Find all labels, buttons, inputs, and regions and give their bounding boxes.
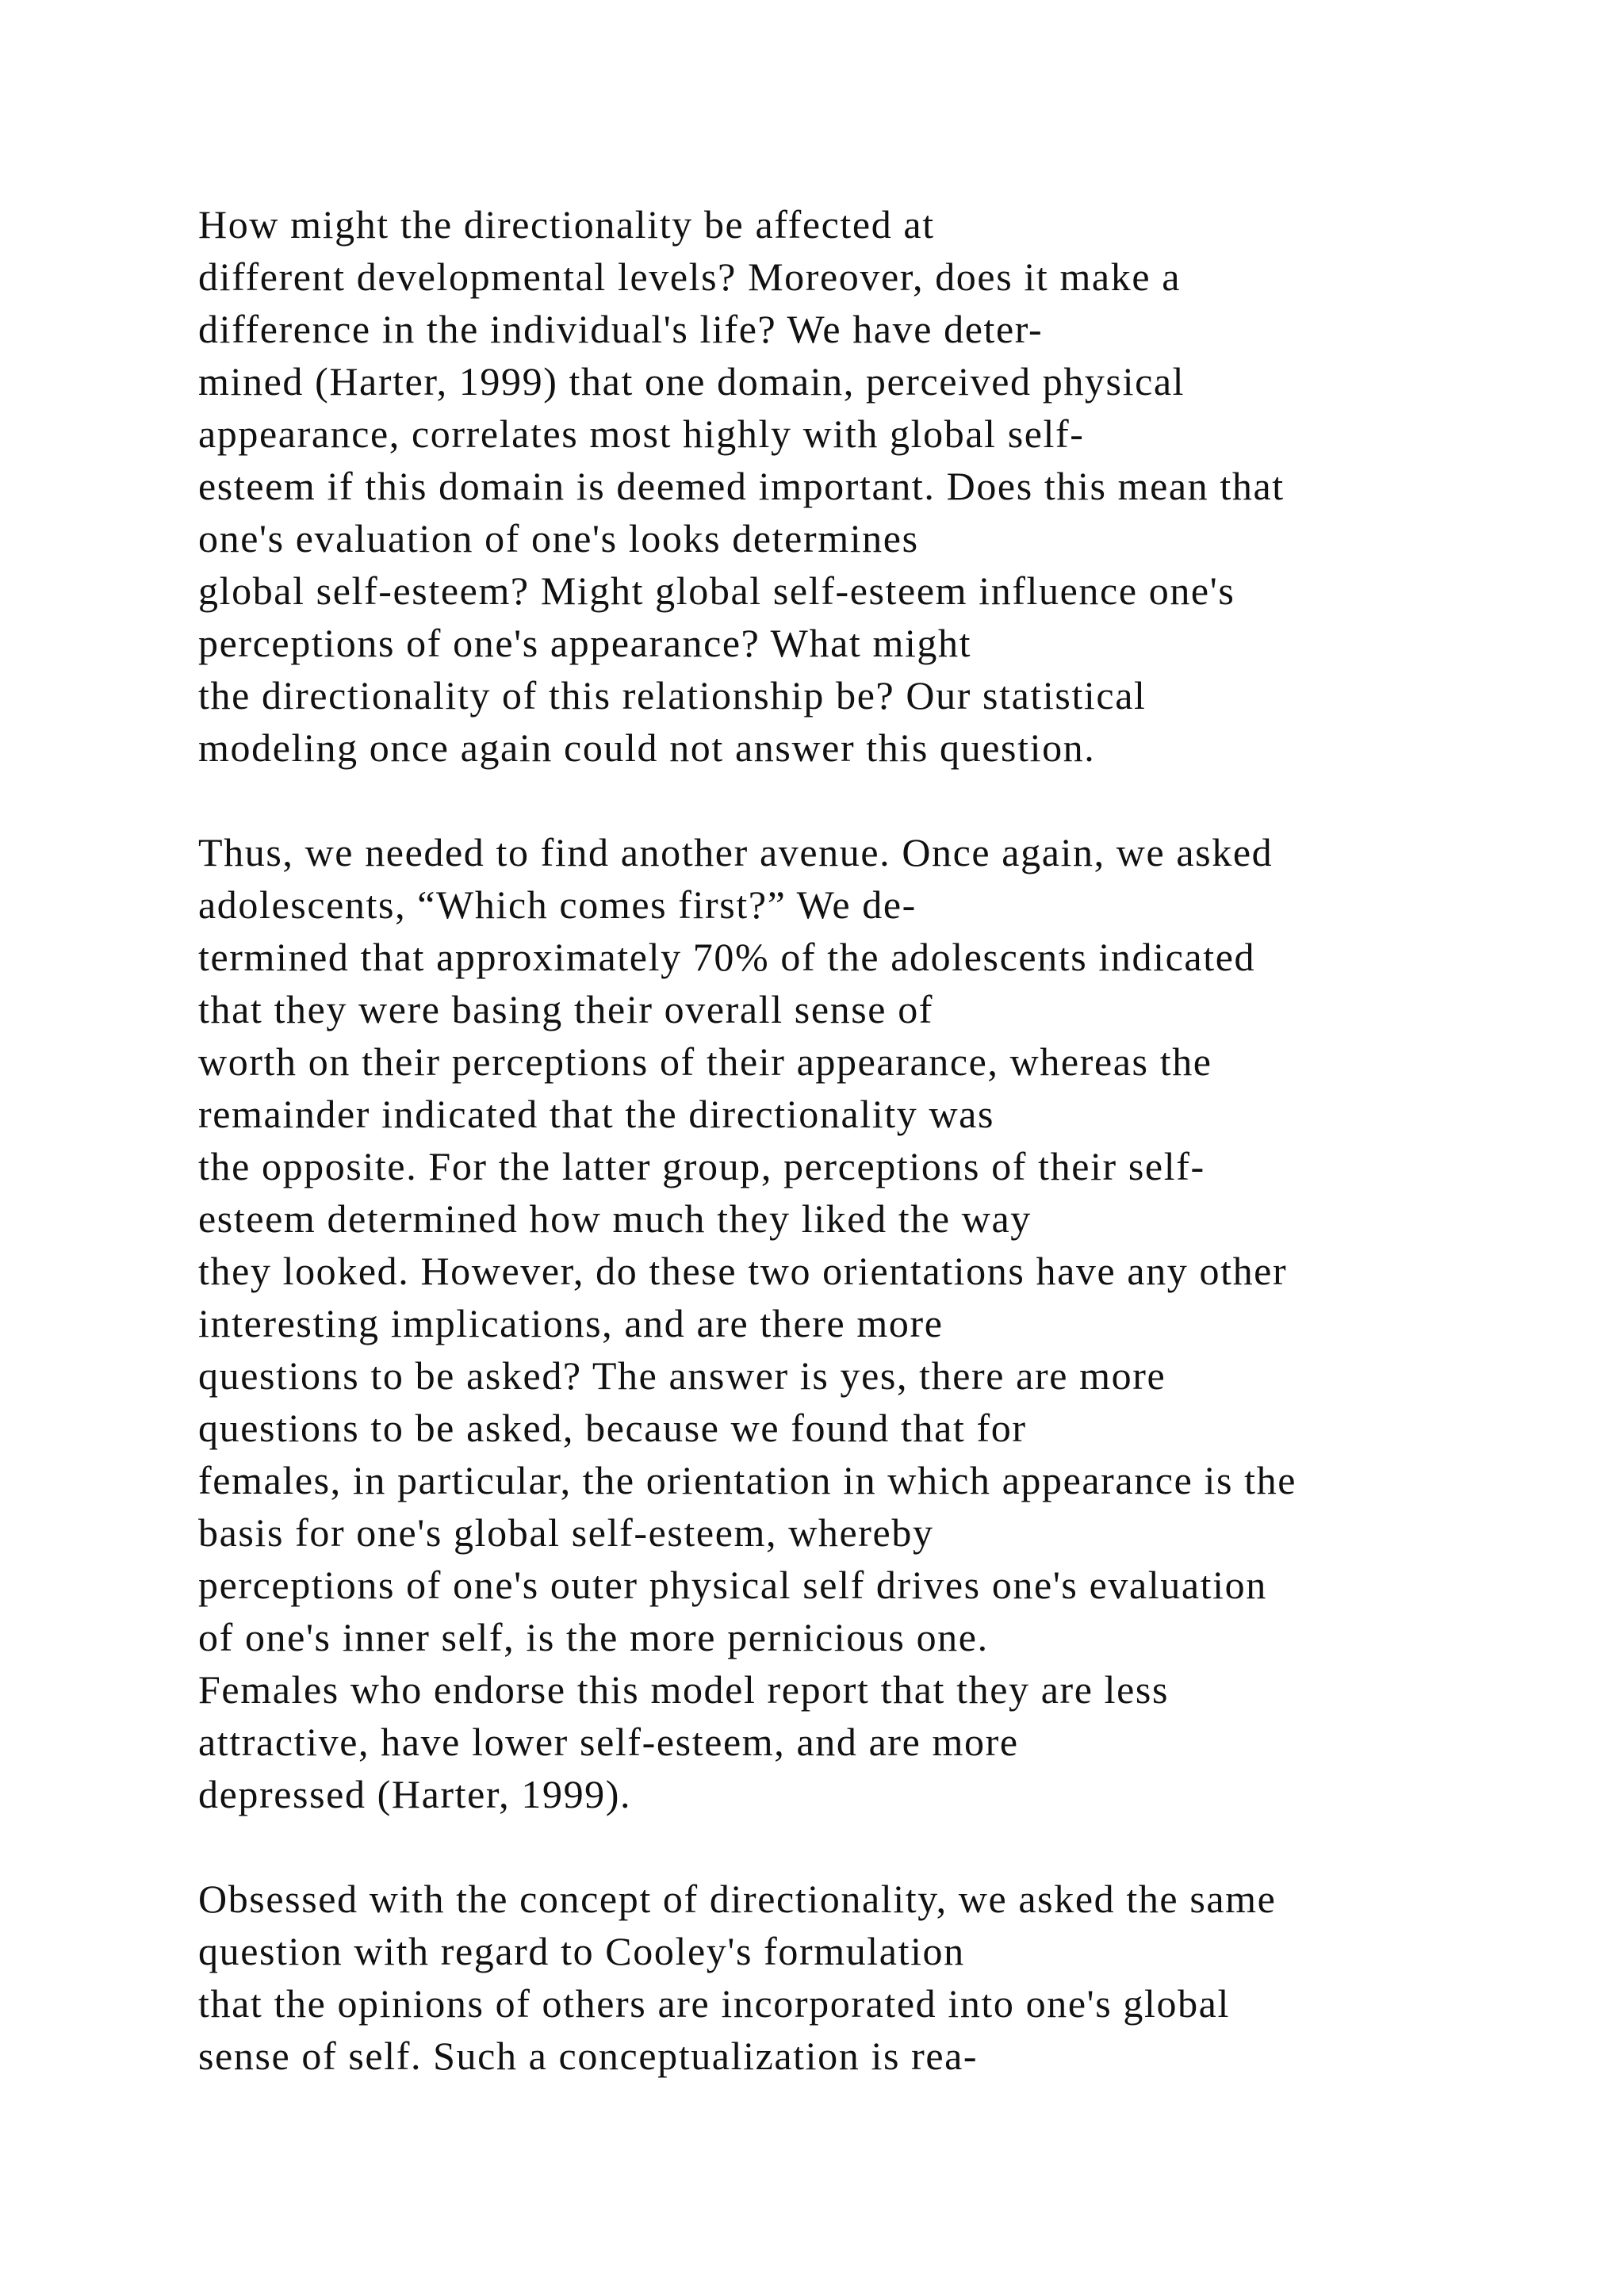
text-line: question with regard to Cooley's formulation: [198, 1929, 965, 1973]
paragraph-2: [198, 826, 1499, 1820]
text-line: interesting implications, and are there more: [198, 1301, 944, 1345]
text-line: global self-esteem? Might global self-esteem influence one's: [198, 568, 1235, 613]
text-line: sense of self. Such a conceptualization is rea-: [198, 2034, 979, 2078]
text-line: termined that approximately 70% of the adolescents indicated: [198, 935, 1256, 979]
text-line: Thus, we needed to find another avenue. Once again, we asked: [198, 830, 1274, 874]
text-line: different developmental levels? Moreover, does it make a: [198, 254, 1182, 299]
text-line: esteem determined how much they liked the way: [198, 1196, 1032, 1241]
text-line: of one's inner self, is the more pernicious one.: [198, 1615, 989, 1659]
text-line: mined (Harter, 1999) that one domain, perceived physical: [198, 359, 1185, 404]
text-line: questions to be asked? The answer is yes, there are more: [198, 1353, 1166, 1398]
text-line: worth on their perceptions of their appearance, whereas the: [198, 1039, 1212, 1084]
text-line: the opposite. For the latter group, perceptions of their self-: [198, 1144, 1205, 1188]
text-line: How might the directionality be affected at: [198, 202, 935, 247]
text-line: they looked. However, do these two orientations have any other: [198, 1249, 1288, 1293]
paragraph-gap: [198, 774, 1499, 826]
text-line: perceptions of one's outer physical self drives one's evaluation: [198, 1563, 1267, 1607]
text-line: one's evaluation of one's looks determines: [198, 516, 919, 561]
text-line: depressed (Harter, 1999).: [198, 1772, 632, 1816]
text-line: perceptions of one's appearance? What might: [198, 621, 972, 665]
text-line: Obsessed with the concept of directionality, we asked the same: [198, 1877, 1277, 1921]
body-text: [198, 198, 1499, 2082]
paragraph-3: [198, 1873, 1499, 2082]
text-line: basis for one's global self-esteem, whereby: [198, 1510, 934, 1555]
text-line: difference in the individual's life? We have deter-: [198, 307, 1044, 351]
text-line: the directionality of this relationship be? Our statistical: [198, 673, 1147, 718]
text-line: adolescents, “Which comes first?” We de-: [198, 882, 917, 927]
text-line: that the opinions of others are incorporated into one's global: [198, 1981, 1230, 2026]
text-line: appearance, correlates most highly with global self-: [198, 411, 1085, 456]
text-line: remainder indicated that the directionality was: [198, 1092, 995, 1136]
paragraph-1: [198, 198, 1499, 774]
text-line: that they were basing their overall sense of: [198, 987, 934, 1031]
text-line: Females who endorse this model report that they are less: [198, 1667, 1170, 1712]
text-line: attractive, have lower self-esteem, and are more: [198, 1720, 1019, 1764]
text-line: esteem if this domain is deemed important. Does this mean that: [198, 464, 1285, 508]
text-line: modeling once again could not answer this question.: [198, 725, 1096, 770]
text-line: questions to be asked, because we found that for: [198, 1406, 1027, 1450]
paragraph-gap: [198, 1820, 1499, 1873]
text-line: females, in particular, the orientation in which appearance is the: [198, 1458, 1297, 1502]
